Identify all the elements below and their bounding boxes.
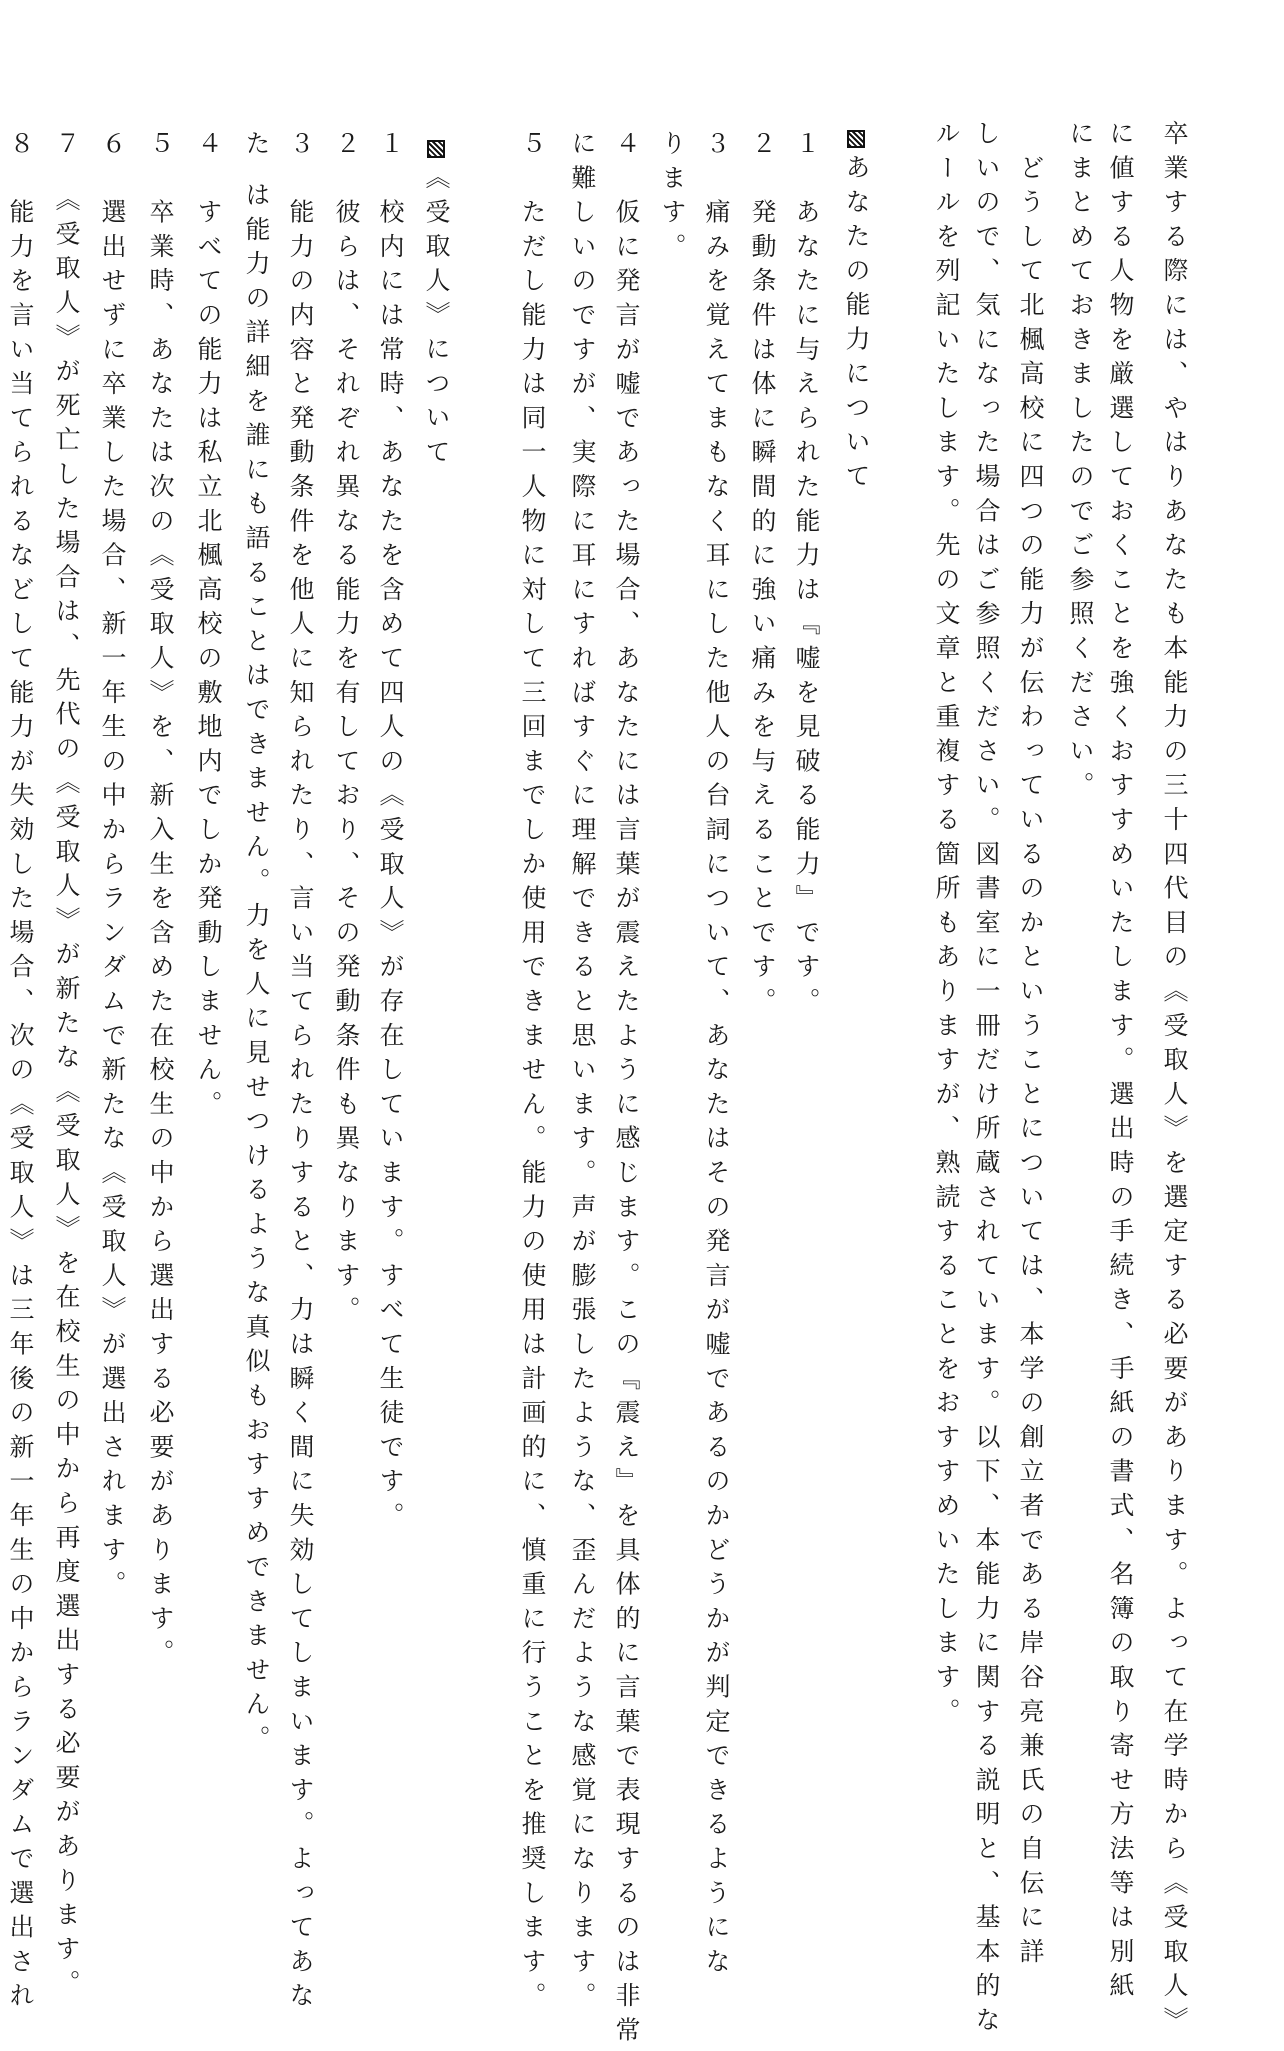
receiver-line-5: ４ すべての能力は私立北楓高校の敷地内でしか発動しません。: [194, 130, 223, 1125]
ability-line-3: ３ 痛みを覚えてまもなく耳にした他人の台詞について、あなたはその発言が嘘であるのかどうかが判定できるようにな: [702, 130, 731, 1983]
intro-line-3: にまとめておきましたのでご参照ください。: [1066, 120, 1095, 806]
heading-square-icon: [847, 130, 865, 148]
receiver-line-1: １ 校内には常時、あなたを含めて四人の《受取人》が存在しています。すべて生徒です。: [376, 130, 405, 1537]
receiver-line-2: ２ 彼らは、それぞれ異なる能力を有しており、その発動条件も異なります。: [332, 130, 361, 1331]
ability-line-7: ５ ただし能力は同一人物に対して三回までしか使用できません。能力の使用は計画的に、慎重に行うことを推奨します。: [518, 130, 547, 2017]
ability-line-6: に難しいのですが、実際に耳にすればすぐに理解できると思います。声が膨張したような、歪んだような感覚になります。: [568, 130, 597, 2017]
section-receiver-title: 《受取人》について: [422, 164, 451, 473]
ability-line-4: ります。: [658, 130, 687, 268]
heading-square-icon: [427, 140, 445, 158]
intro-line-2: に値する人物を厳選しておくことを強くおすすめいたします。選出時の手続き、手紙の書式、名簿の取り寄せ方法等は別紙: [1106, 120, 1135, 2007]
intro-line-1: 卒業する際には、やはりあなたも本能力の三十四代目の《受取人》を選定する必要があります。よって在学時から《受取人》: [1160, 120, 1189, 2041]
receiver-line-6: ５ 卒業時、あなたは次の《受取人》を、新入生を含めた在校生の中から選出する必要があります。: [146, 130, 175, 1674]
ability-line-5: ４ 仮に発言が嘘であった場合、あなたには言葉が震えたように感じます。この『震え』を具体的に言葉で表現するのは非常: [612, 130, 641, 2051]
receiver-line-8: ７ 《受取人》が死亡した場合は、先代の《受取人》が新たな《受取人》を在校生の中から再度選出する必要があります。: [52, 130, 81, 2004]
receiver-line-3: ３ 能力の内容と発動条件を他人に知られたり、言い当てられたりすると、力は瞬く間に失効してしまいます。よってあな: [286, 130, 315, 2017]
section-ability-heading: [844, 130, 869, 497]
section-ability-title: あなたの能力について: [842, 154, 871, 497]
receiver-line-4: た は能力の詳細を誰にも語ることはできません。力を人に見せつけるような真似もおすすめできません。: [242, 130, 271, 1760]
receiver-line-7: ６ 選出せずに卒業した場合、新一年生の中からランダムで新たな《受取人》が選出されます。: [98, 130, 127, 1605]
intro-line-5: しいので、気になった場合はご参照ください。図書室に一冊だけ所蔵されています。以下、本能力に関する説明と、基本的な: [972, 120, 1001, 2041]
receiver-line-9: ８ 能力を言い当てられるなどして能力が失効した場合、次の《受取人》は三年後の新一年生の中からランダムで選出され: [6, 130, 35, 2017]
ability-line-1: １ あなたに与えられた能力は『嘘を見破る能力』です。: [792, 130, 821, 1022]
intro-line-6: ルールを列記いたします。先の文章と重複する箇所もありますが、熟読することをおすすめいたします。: [932, 120, 961, 1733]
section-receiver-heading: [424, 140, 449, 473]
ability-line-2: ２ 発動条件は体に瞬間的に強い痛みを与えることです。: [748, 130, 777, 1022]
intro-line-4: どうして北楓高校に四つの能力が伝わっているのかということについては、本学の創立者である岸谷亮兼氏の自伝に詳: [1016, 120, 1045, 1973]
